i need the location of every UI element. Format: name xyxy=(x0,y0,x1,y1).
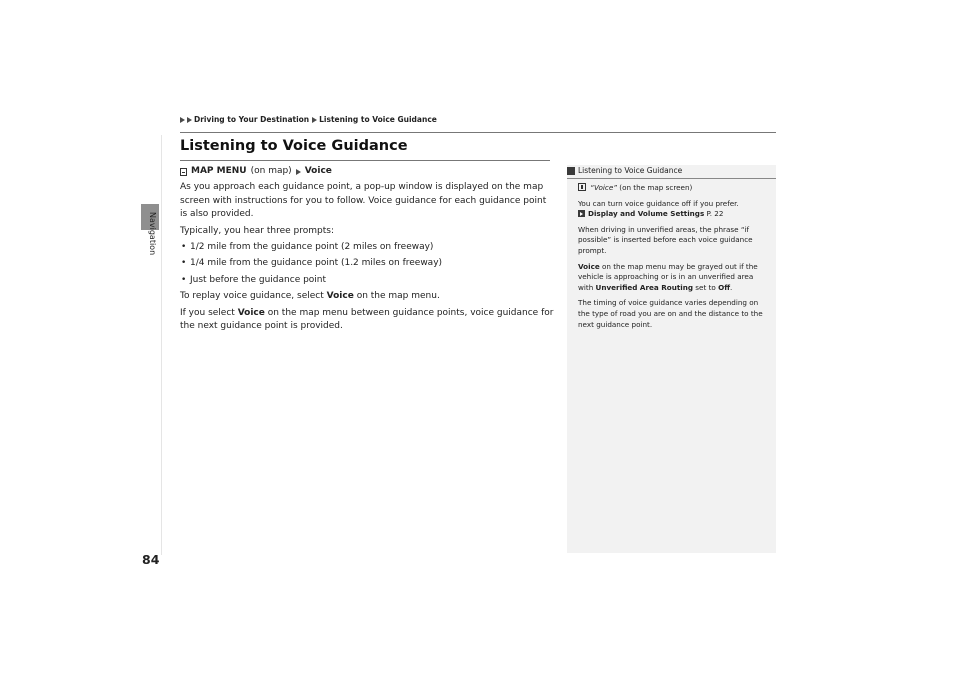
menu-arrow-icon xyxy=(296,169,301,175)
breadcrumb-arrow-icon xyxy=(312,117,317,123)
side-divider-line xyxy=(161,135,162,555)
header-rule xyxy=(180,132,776,133)
prompts-list xyxy=(180,241,555,287)
grayed-setting-term: Unverified Area Routing xyxy=(595,282,694,292)
voice-command-icon xyxy=(578,183,586,191)
replay-text: To replay voice guidance, select xyxy=(180,291,327,302)
turn-off-paragraph xyxy=(578,199,766,220)
menu-path xyxy=(180,165,555,178)
breadcrumb-item[interactable]: Listening to Voice Guidance xyxy=(319,115,437,124)
grayed-voice-term: Voice xyxy=(578,261,600,271)
menu-path-item: Voice xyxy=(304,166,332,176)
page-number: 84 xyxy=(142,552,160,567)
timing-paragraph: The timing of voice guidance varies depending on the type of road you are on and the distance to the next guidance point. xyxy=(578,298,763,329)
list-item: • 1/4 mile from the guidance point (1.2 miles on freeway) xyxy=(180,257,555,270)
replay-voice-term: Voice xyxy=(326,291,354,302)
sidebar-note-rule xyxy=(567,178,776,179)
breadcrumb-arrow-icon xyxy=(187,117,192,123)
intro-paragraph: As you approach each guidance point, a pop-up window is displayed on the map screen with instructions for you to follow. Voice guidance for each guidance point is also provided. xyxy=(180,182,547,220)
reference-link[interactable]: Display and Volume Settings xyxy=(588,209,705,219)
sidebar-note-body xyxy=(578,183,766,335)
menu-path-context: (on map) xyxy=(250,166,292,176)
list-item: • 1/2 mile from the guidance point (2 miles on freeway) xyxy=(180,241,555,254)
unverified-paragraph: When driving in unverified areas, the phrase “if possible” is inserted before each voice guidance prompt. xyxy=(578,224,753,255)
page-title: Listening to Voice Guidance xyxy=(180,138,408,154)
prompts-intro: Typically, you hear three prompts: xyxy=(180,225,334,236)
breadcrumb-item[interactable]: Driving to Your Destination xyxy=(194,115,310,124)
between-text: If you select xyxy=(180,307,238,318)
breadcrumb xyxy=(180,115,437,124)
breadcrumb-arrow-icon xyxy=(180,117,185,123)
between-text-end: on the map menu between guidance points, voice guidance for the next guidance point is provided. xyxy=(180,307,554,332)
reference-arrow-icon xyxy=(578,210,585,217)
turn-off-text: You can turn voice guidance off if you prefer. xyxy=(578,198,739,208)
list-item: • Just before the guidance point xyxy=(180,274,555,287)
grayed-off-term: Off xyxy=(718,282,731,292)
grayed-paragraph xyxy=(578,262,766,294)
replay-paragraph xyxy=(180,290,555,303)
voice-command-quote: “Voice” xyxy=(590,183,617,192)
replay-text-end: on the map menu. xyxy=(353,291,440,302)
home-menu-icon xyxy=(180,168,187,176)
note-icon xyxy=(567,167,575,175)
title-rule xyxy=(180,160,550,161)
voice-command-line xyxy=(578,183,766,194)
main-content xyxy=(180,165,555,336)
reference-page: P. 22 xyxy=(704,209,724,219)
voice-command-context: (on the map screen) xyxy=(616,183,693,192)
grayed-text: on the map menu may be grayed out if the vehicle is approaching or is in an unverified area with xyxy=(578,261,758,292)
menu-path-menu: MAP MENU xyxy=(191,166,247,176)
grayed-text-2: set to xyxy=(693,282,719,292)
between-voice-term: Voice xyxy=(237,307,265,318)
between-paragraph xyxy=(180,307,555,334)
sidebar-note-title: Listening to Voice Guidance xyxy=(578,166,683,175)
grayed-text-3: . xyxy=(730,282,733,292)
sidebar-note-heading xyxy=(567,166,776,175)
